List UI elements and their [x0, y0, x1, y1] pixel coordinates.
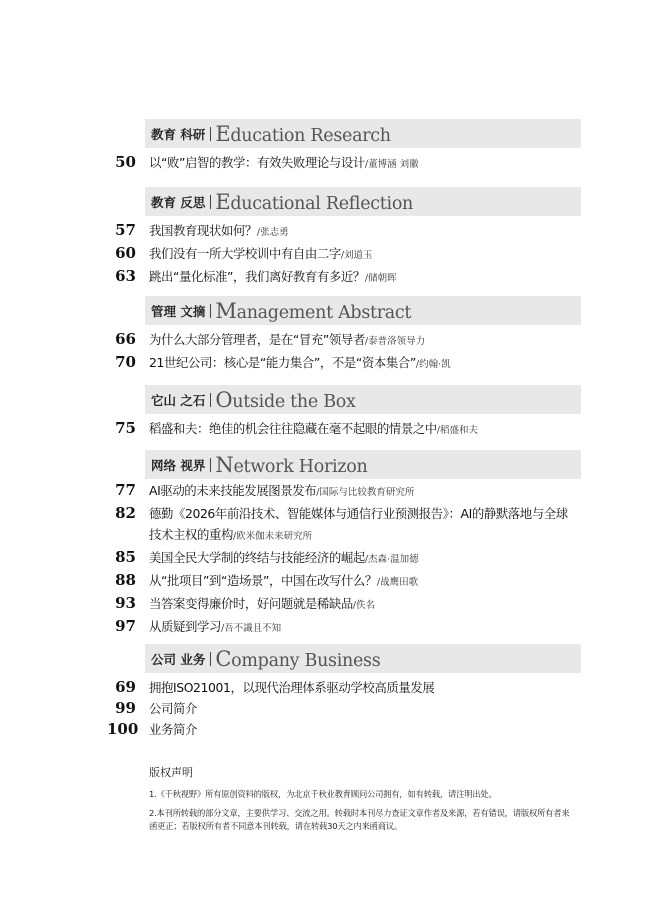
page-number: 69	[115, 678, 136, 696]
toc-entry[interactable]	[107, 616, 581, 639]
article-title-text: 跳出“量化标准”，我们离好教育有多近？	[149, 269, 365, 284]
page-number: 66	[115, 330, 136, 348]
toc-entry[interactable]	[107, 329, 581, 352]
article-title[interactable]	[149, 418, 478, 441]
section-title-en-initial: N	[215, 452, 234, 477]
page-number: 88	[115, 571, 136, 589]
section-title-en-rest: etwork Horizon	[233, 456, 368, 477]
toc-entry[interactable]	[107, 243, 581, 266]
section-header	[145, 119, 581, 148]
article-author: /杰森·温加德	[364, 554, 419, 565]
section-header	[145, 296, 581, 325]
section-title-en-initial: E	[215, 189, 231, 214]
section-title-en-initial: C	[215, 646, 232, 671]
section-divider	[210, 652, 211, 666]
page-number: 93	[115, 594, 136, 612]
section-title-cn: 网络 视界	[151, 457, 206, 473]
page-number: 100	[107, 720, 139, 738]
article-title-text: 从质疑到学习	[149, 619, 221, 634]
copyright-title: 版权声明	[149, 766, 193, 779]
article-title-text: 以“败”启智的教学：有效失败理论与设计	[149, 155, 365, 170]
section-title-en-rest: anagement Abstract	[236, 302, 412, 323]
article-author: /佚名	[352, 600, 376, 611]
article-author: /泰普洛领导力	[364, 336, 426, 347]
article-title[interactable]	[149, 329, 425, 352]
toc-entry[interactable]	[107, 547, 581, 570]
article-title[interactable]: 业务简介	[149, 722, 197, 737]
article-author: /张志勇	[256, 227, 289, 238]
article-author: /刘道玉	[340, 250, 373, 261]
page-number: 57	[115, 221, 136, 239]
toc-entry[interactable]	[107, 698, 581, 719]
page-number: 70	[115, 353, 136, 371]
toc-entry[interactable]	[107, 677, 581, 698]
toc-entry[interactable]	[107, 152, 581, 175]
article-title-text: 我们没有一所大学校训中有自由二字	[149, 246, 341, 261]
copyright-item: 1.《千秋视野》所有原创资料的版权，为北京千秋业教育顾问公司拥有，如有转载，请注明出处。	[149, 789, 497, 799]
article-title[interactable]	[149, 593, 375, 616]
section-outside-the-box	[107, 385, 581, 441]
toc-entry[interactable]	[107, 593, 581, 616]
section-title-cn: 它山 之石	[151, 392, 206, 408]
toc-entry[interactable]	[107, 352, 581, 375]
section-title-en-rest: utside the Box	[232, 391, 356, 412]
article-title[interactable]: 公司简介	[149, 701, 197, 716]
section-header	[145, 385, 581, 414]
article-author: /战鹰田歌	[376, 577, 419, 588]
section-title-en	[215, 647, 380, 671]
section-title-en	[215, 190, 413, 214]
page-number: 99	[115, 699, 136, 717]
page-number: 63	[115, 267, 136, 285]
toc-entry[interactable]	[107, 418, 581, 441]
section-educational-reflection	[107, 187, 581, 289]
article-title[interactable]	[149, 480, 414, 503]
article-author: /国际与比较教育研究所	[316, 487, 415, 498]
section-title-cn: 教育 反思	[151, 194, 206, 210]
section-divider	[210, 393, 211, 407]
article-title-text: 美国全民大学制的终结与技能经济的崛起	[149, 550, 365, 565]
article-title[interactable]: 拥抱ISO21001，以现代治理体系驱动学校高质量发展	[149, 680, 435, 695]
section-title-en-initial: M	[215, 298, 237, 323]
toc-entry[interactable]	[107, 570, 581, 593]
page-number: 77	[115, 481, 136, 499]
section-company-business	[107, 644, 581, 740]
section-title-en	[215, 388, 355, 412]
section-header	[145, 450, 581, 479]
section-title-en-rest: ompany Business	[231, 650, 381, 671]
copyright-item: 2.本刊所转载的部分文章，主要供学习、交流之用。转载时本刊尽力查证文章作者及来源，若有错误，请版权所有者来函更正；若版权所有者不同意本刊转载，请在转载30天之内来函商议。	[149, 808, 570, 831]
article-author: /约翰·凯	[415, 359, 451, 370]
section-title-en-initial: E	[215, 121, 231, 146]
section-title-cn: 教育 科研	[151, 126, 206, 142]
article-title[interactable]	[149, 547, 419, 570]
section-title-en-rest: ducational Reflection	[230, 193, 414, 214]
section-title-en	[215, 122, 390, 146]
article-title[interactable]	[149, 243, 373, 266]
article-author: /欧米伽未来研究所	[232, 531, 313, 542]
section-divider	[210, 127, 211, 141]
section-title-en-rest: ducation Research	[230, 125, 391, 146]
page-number: 82	[115, 504, 136, 522]
section-title-en	[215, 453, 367, 477]
article-title[interactable]	[149, 503, 579, 547]
section-header	[145, 187, 581, 216]
article-title-text: 当答案变得廉价时，好问题就是稀缺品	[149, 596, 353, 611]
article-title-text: 稻盛和夫：绝佳的机会往往隐藏在毫不起眼的情景之中	[149, 421, 437, 436]
section-divider	[210, 195, 211, 209]
toc-entry[interactable]	[107, 480, 581, 503]
article-title-text: 为什么大部分管理者，是在“冒充”领导者	[149, 332, 365, 347]
article-title[interactable]	[149, 570, 418, 593]
article-title[interactable]	[149, 152, 419, 175]
page-number: 60	[115, 244, 136, 262]
page-number: 85	[115, 548, 136, 566]
page-number: 75	[115, 419, 136, 437]
article-title-text: 21世纪公司：核心是“能力集合”，不是“资本集合”	[149, 355, 416, 370]
article-title-text: 德勤《2026年前沿技术、智能媒体与通信行业预测报告》：AI的静默落地与全球技术主权的重构	[149, 506, 568, 542]
article-title-text: AI驱动的未来技能发展图景发布	[149, 483, 317, 498]
toc-entry[interactable]	[107, 266, 581, 289]
section-header	[145, 644, 581, 673]
article-author: /稻盛和夫	[436, 425, 478, 436]
article-title[interactable]	[149, 266, 397, 289]
article-author: /吾不識且不知	[220, 623, 282, 634]
article-title[interactable]	[149, 352, 451, 375]
article-title-text: 从“批项目”到“造场景”，中国在改写什么？	[149, 573, 377, 588]
page-number: 50	[115, 153, 136, 171]
toc-entry[interactable]	[107, 220, 581, 243]
article-title[interactable]	[149, 220, 289, 243]
article-author: /储朝晖	[364, 273, 397, 284]
section-network-horizon	[107, 450, 581, 639]
toc-entry[interactable]	[107, 503, 581, 547]
toc-entry[interactable]	[107, 719, 581, 740]
section-title-en-initial: O	[215, 387, 233, 412]
copyright-notice	[149, 764, 577, 839]
article-title[interactable]	[149, 616, 281, 639]
section-divider	[210, 304, 211, 318]
section-title-cn: 管理 文摘	[151, 303, 206, 319]
article-author: /董博涵 刘徽	[364, 159, 419, 170]
section-title-cn: 公司 业务	[151, 651, 206, 667]
section-divider	[210, 458, 211, 472]
section-management-abstract	[107, 296, 581, 375]
section-title-en	[215, 299, 411, 323]
article-title-text: 我国教育现状如何？	[149, 223, 257, 238]
page-number: 97	[115, 617, 136, 635]
section-education-research	[107, 119, 581, 175]
